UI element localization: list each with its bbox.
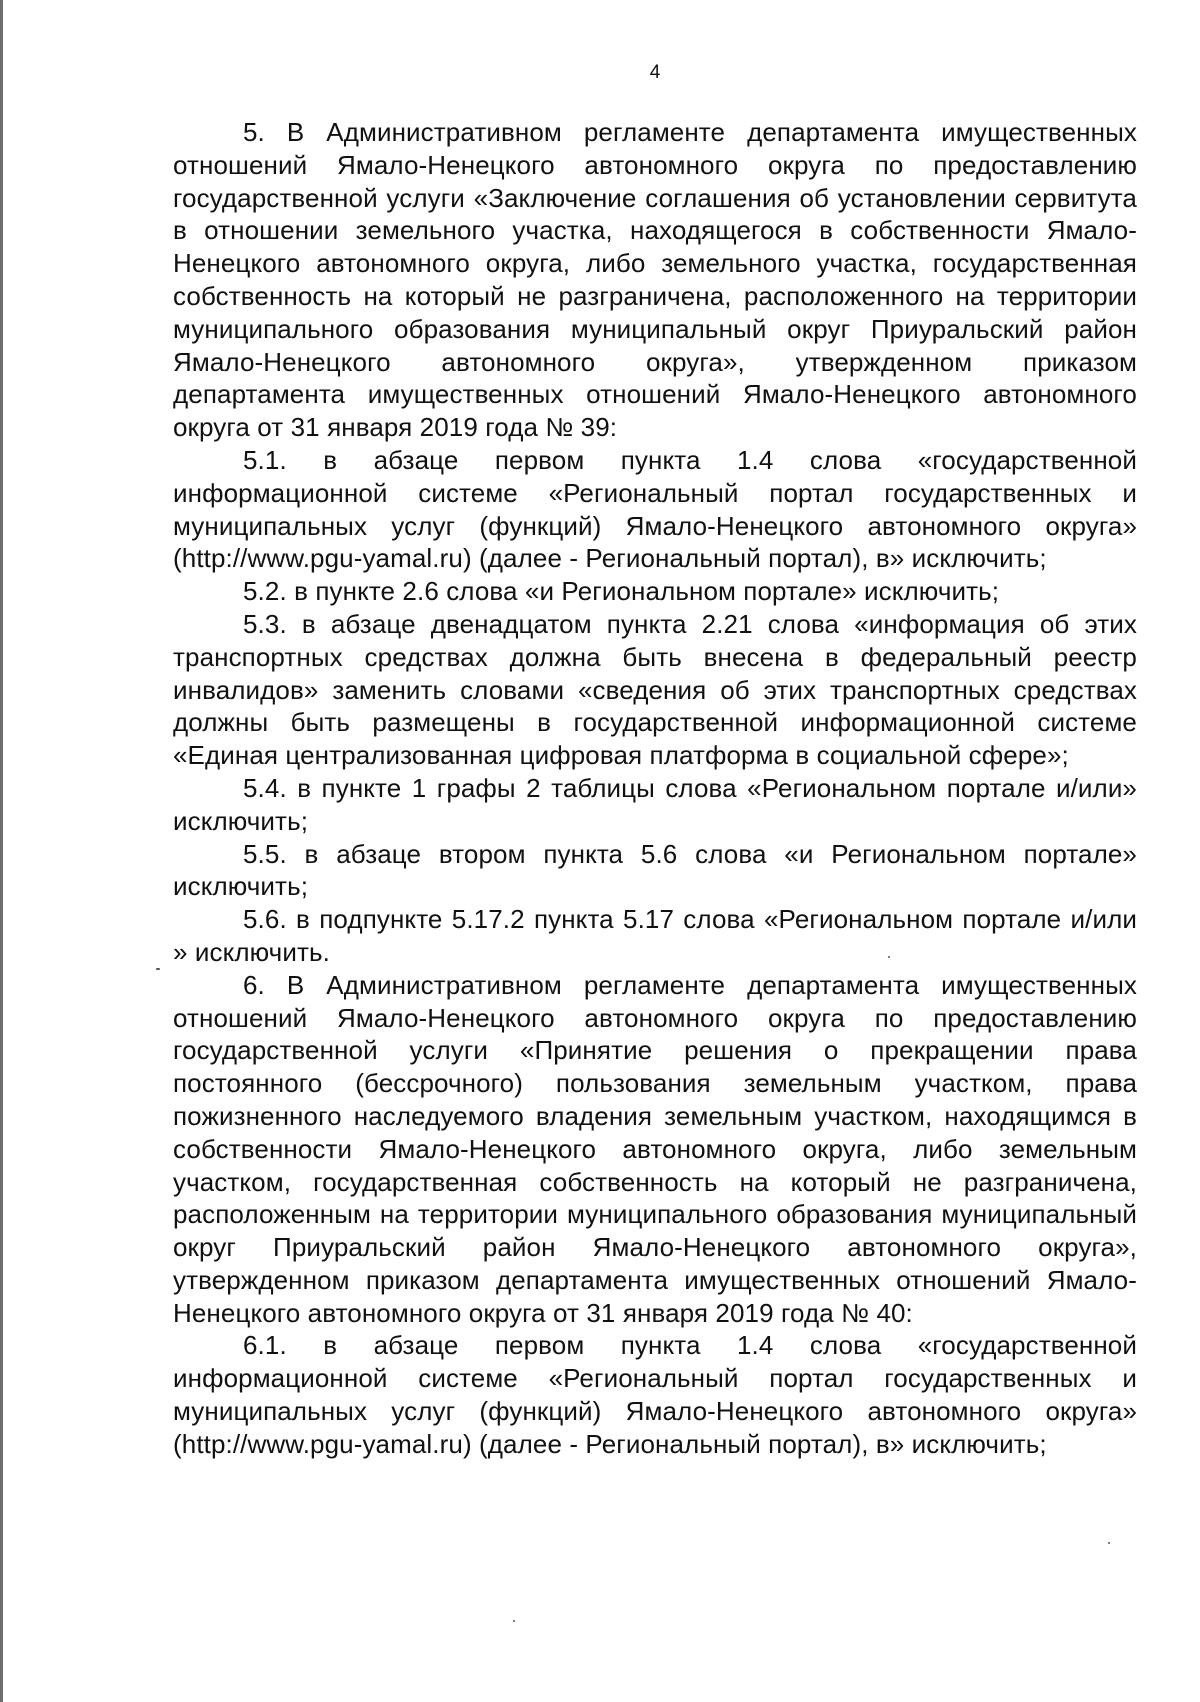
scan-speck [1108, 1542, 1110, 1544]
scan-speck [156, 968, 160, 970]
document-body [173, 116, 1137, 1461]
paragraph-6: 6. В Административном регламенте департамента имущественных отношений Ямало-Ненецкого автономного округа по предоставлению государственной услуги «Принятие решения о прекращении права постоянного (бессрочного) пользования земельным участком, права пожизненного наследуемого владения земельным участком, находящимся в собственности Ямало-Ненецкого автономного округа, либо земельным участком, государственная собственность на который не разграничена, расположенным на территории муниципального образования муниципальный округ Приуральский район Ямало-Ненецкого автономного округа», утвержденном приказом департамента имущественных отношений Ямало-Ненецкого автономного округа от 31 января 2019 года № 40: [173, 969, 1137, 1328]
scan-left-edge [0, 0, 3, 1702]
paragraph-5: 5. В Административном регламенте департамента имущественных отношений Ямало-Ненецкого автономного округа по предоставлению государственной услуги «Заключение соглашения об установлении сервитута в отношении земельного участка, находящегося в собственности Ямало-Ненецкого автономного округа, либо земельного участка, государственная собственность на который не разграничена, расположенного на территории муниципального образования муниципальный округ Приуральский район Ямало-Ненецкого автономного округа», утвержденном приказом департамента имущественных отношений Ямало-Ненецкого автономного округа от 31 января 2019 года № 39: [173, 117, 1137, 443]
page-number: 4 [649, 62, 661, 83]
paragraph-5-1: 5.1. в абзаце первом пункта 1.4 слова «государственной информационной системе «Региональный портал государственных и муниципальных услуг (функций) Ямало-Ненецкого автономного округа» (http://www.pgu-yamal.ru) (далее - Региональный портал), в» исключить; [173, 444, 1137, 574]
paragraph-5-2: 5.2. в пункте 2.6 слова «и Региональном портале» исключить; [243, 576, 1000, 607]
paragraph-5-4: 5.4. в пункте 1 графы 2 таблицы слова «Региональном портале и/или» исключить; [173, 772, 1137, 836]
paragraph-6-1: 6.1. в абзаце первом пункта 1.4 слова «государственной информационной системе «Региональный портал государственных и муниципальных услуг (функций) Ямало-Ненецкого автономного округа» (http://www.pgu-yamal.ru) (далее - Региональный портал), в» исключить; [173, 1330, 1137, 1459]
scan-speck [513, 1620, 515, 1622]
paragraph-5-3: 5.3. в абзаце двенадцатом пункта 2.21 слова «информация об этих транспортных средствах должна быть внесена в федеральный реестр инвалидов» заменить словами «сведения об этих транспортных средствах должны быть размещены в государственной информационной системе «Единая централизованная цифровая платформа в социальной сфере»; [173, 608, 1137, 771]
scan-speck [888, 956, 890, 958]
paragraph-5-6: 5.6. в подпункте 5.17.2 пункта 5.17 слова «Региональном портале и/или » исключить. [173, 904, 1137, 967]
paragraph-5-5: 5.5. в абзаце втором пункта 5.6 слова «и Региональном портале» исключить; [173, 838, 1137, 902]
